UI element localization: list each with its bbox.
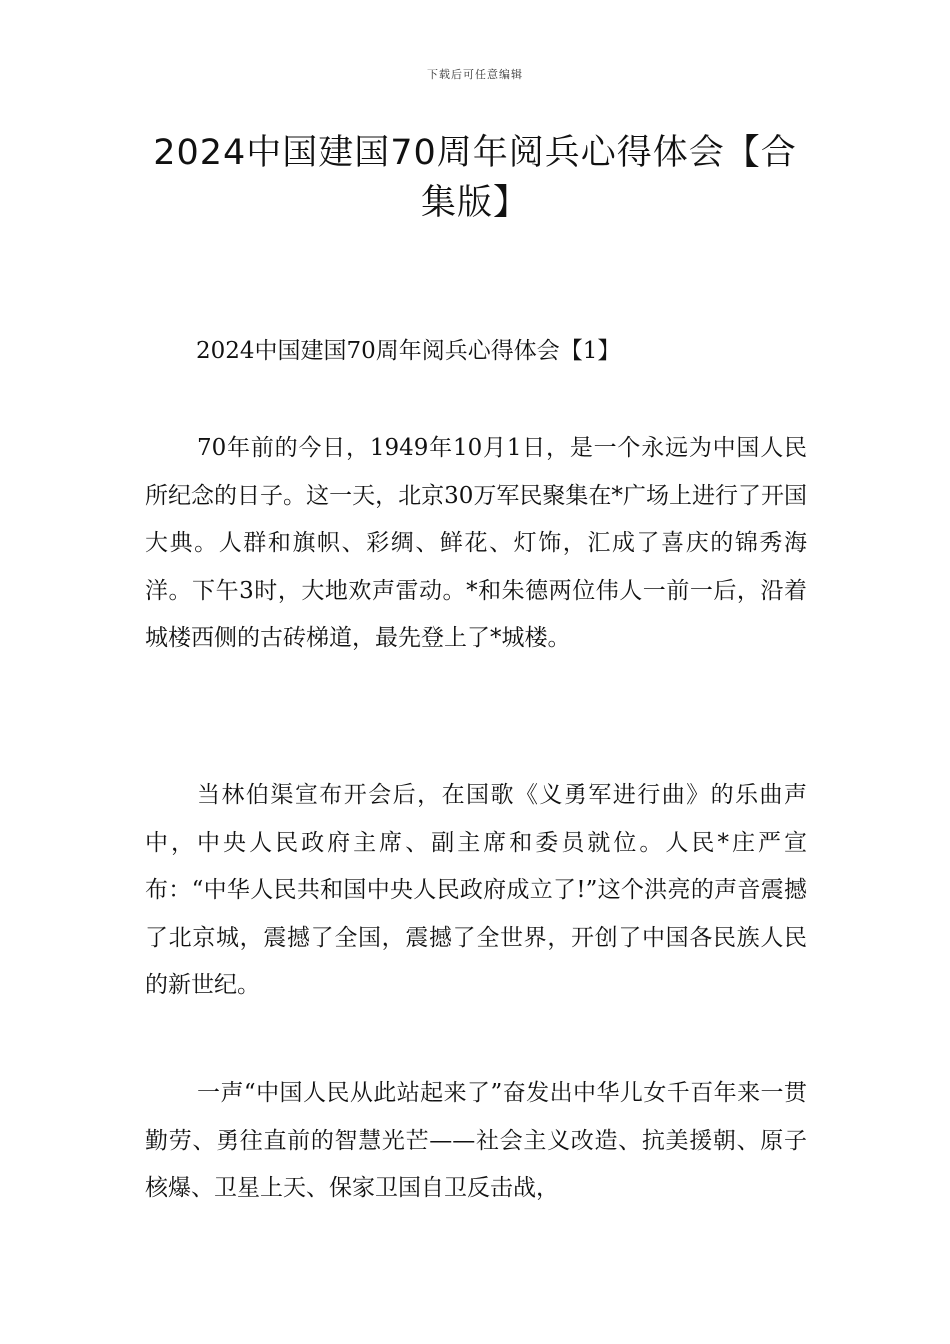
body-paragraph-2: 当林伯渠宣布开会后，在国歌《义勇军进行曲》的乐曲声中，中央人民政府主席、副主席和委员就位。人民*庄严宣布：“中华人民共和国中央人民政府成立了!”这个洪亮的声音震撼了北京城，震撼了全国，震撼了全世界，开创了中国各民族人民的新世纪。 <box>145 782 807 998</box>
section-heading: 2024中国建国70周年阅兵心得体会【1】 <box>196 338 621 364</box>
body-paragraph-3: 一声“中国人民从此站起来了”奋发出中华儿女千百年来一贯勤劳、勇往直前的智慧光芒——社会主义改造、抗美援朝、原子核爆、卫星上天、保家卫国自卫反击战， <box>145 1080 807 1201</box>
header-note: 下载后可任意编辑 <box>427 68 523 81</box>
body-paragraph-1: 70年前的今日，1949年10月1日，是一个永远为中国人民所纪念的日子。这一天，北京30万军民聚集在*广场上进行了开国大典。人群和旗帜、彩绸、鲜花、灯饰，汇成了喜庆的锦秀海洋。下午3时，大地欢声雷动。*和朱德两位伟人一前一后，沿着城楼西侧的古砖梯道，最先登上了*城楼。 <box>145 435 807 651</box>
document-title: 2024中国建国70周年阅兵心得体会【合集版】 <box>153 133 797 223</box>
